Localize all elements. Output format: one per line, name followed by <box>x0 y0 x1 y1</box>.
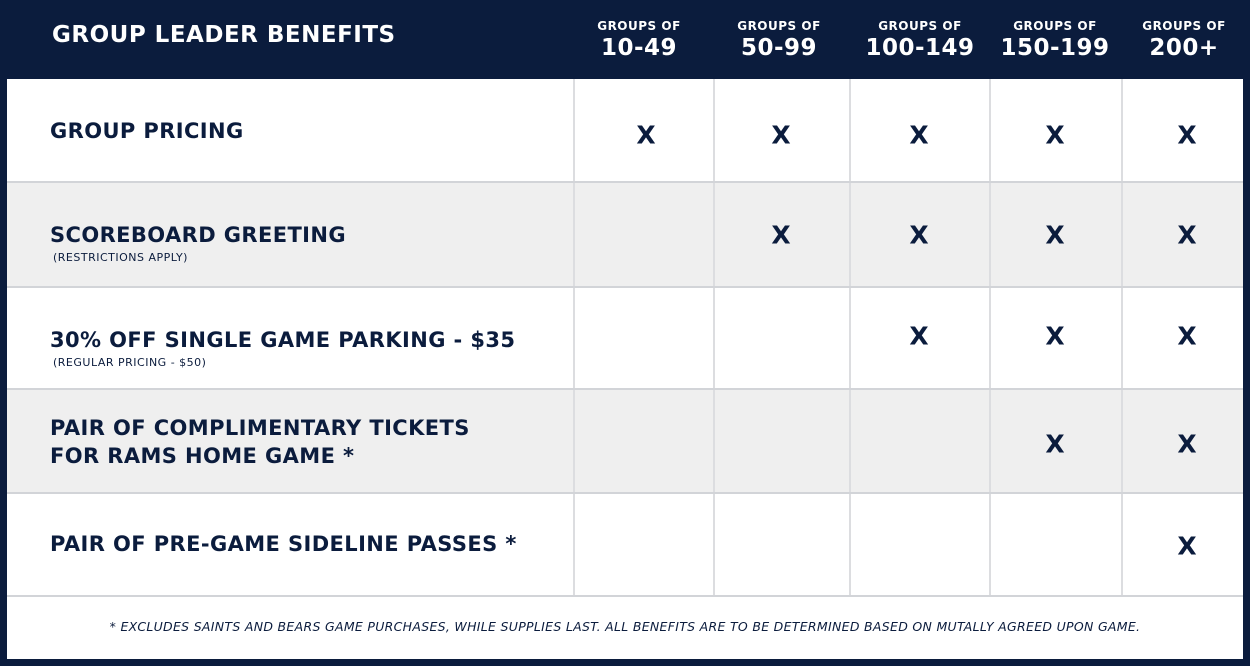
column-header-range: 10-49 <box>600 35 678 61</box>
check-mark: X <box>1177 120 1197 150</box>
check-mark: X <box>909 120 929 150</box>
column-header-prefix: GROUPS OF <box>597 19 681 33</box>
check-mark: X <box>1177 220 1197 250</box>
row-label <box>50 414 470 470</box>
footnote: * EXCLUDES SAINTS AND BEARS GAME PURCHASES, WHILE SUPPLIES LAST. ALL BENEFITS ARE TO BE DETERMINED BASED ON MUTALLY AGREED UPON GAME. <box>109 619 1141 634</box>
row-label-line: FOR RAMS HOME GAME * <box>50 444 355 468</box>
check-mark: X <box>771 220 791 250</box>
benefits-table <box>7 79 1243 597</box>
check-mark: X <box>1045 429 1065 459</box>
column-header-150-199 <box>1000 18 1109 62</box>
row-label <box>50 221 346 265</box>
check-mark: X <box>909 321 929 351</box>
table-header <box>0 0 1250 79</box>
table-row <box>7 183 1243 288</box>
row-label-line: PAIR OF COMPLIMENTARY TICKETS <box>50 416 470 440</box>
column-header-range: 100-149 <box>865 35 975 61</box>
column-header-prefix: GROUPS OF <box>1013 19 1097 33</box>
row-sublabel: (RESTRICTIONS APPLY) <box>53 251 188 264</box>
column-header-prefix: GROUPS OF <box>1142 19 1226 33</box>
column-header-100-149 <box>865 18 974 62</box>
row-label-text: 30% OFF SINGLE GAME PARKING - $35 <box>50 328 516 352</box>
column-header-prefix: GROUPS OF <box>878 19 962 33</box>
table-row <box>7 390 1243 494</box>
column-header-50-99 <box>737 18 821 62</box>
column-header-10-49 <box>597 18 681 62</box>
check-mark: X <box>1177 429 1197 459</box>
check-mark: X <box>1045 120 1065 150</box>
check-mark: X <box>1177 531 1197 561</box>
table-row <box>7 288 1243 390</box>
column-header-range: 150-199 <box>1000 35 1110 61</box>
check-mark: X <box>909 220 929 250</box>
row-label-text: SCOREBOARD GREETING <box>50 223 347 247</box>
check-mark: X <box>771 120 791 150</box>
check-mark: X <box>1045 220 1065 250</box>
table-row <box>7 494 1243 597</box>
column-header-prefix: GROUPS OF <box>737 19 821 33</box>
table-row <box>7 79 1243 183</box>
column-header-range: 200+ <box>1149 35 1219 61</box>
row-label: PAIR OF PRE-GAME SIDELINE PASSES * <box>50 532 517 556</box>
row-label <box>50 326 515 370</box>
header-title: GROUP LEADER BENEFITS <box>52 22 396 48</box>
row-sublabel: (REGULAR PRICING - $50) <box>53 356 207 369</box>
check-mark: X <box>1045 321 1065 351</box>
check-mark: X <box>636 120 656 150</box>
table-footer <box>7 597 1243 659</box>
row-label: GROUP PRICING <box>50 119 244 143</box>
check-mark: X <box>1177 321 1197 351</box>
column-header-range: 50-99 <box>740 35 818 61</box>
column-header-200-plus <box>1142 18 1226 62</box>
